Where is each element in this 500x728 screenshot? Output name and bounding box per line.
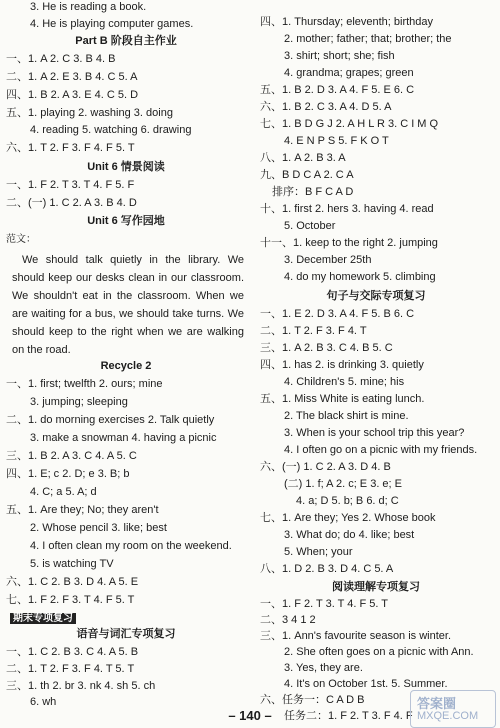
section-tag-label: 期末专项复习 [10, 613, 76, 624]
watermark-logo [410, 690, 496, 728]
answer-line: 二、(一) 1. C 2. A 3. B 4. D [6, 197, 137, 209]
section-heading: Recycle 2 [100, 360, 152, 372]
answer-line: 6. wh [30, 696, 57, 708]
answer-line: 2. Whose pencil 3. like; best [30, 522, 167, 534]
answer-line: 三、1. Ann's favourite season is winter. [260, 630, 452, 642]
answer-line: 4. I often go on a picnic with my friends. [284, 444, 478, 456]
answer-line: 四、1. Thursday; eleventh; birthday [260, 16, 434, 28]
answer-line: 二、1. T 2. F 3. F 4. T [260, 325, 367, 337]
section-heading: 句子与交际专项复习 [326, 290, 426, 302]
answer-line: 六、1. C 2. B 3. D 4. A 5. E [6, 576, 139, 588]
sample-label: 范文： [6, 234, 36, 245]
answer-line: 六、(一) 1. C 2. A 3. D 4. B [260, 461, 391, 473]
answer-line: 3. jumping; sleeping [30, 396, 128, 408]
answer-line: 一、1. F 2. T 3. T 4. F 5. F [6, 179, 135, 191]
watermark-line1: 答案圈 [417, 696, 457, 711]
answer-line: 九、B D C A 2. C A [260, 169, 354, 181]
answer-line: 七、1. Are they; Yes 2. Whose book [260, 512, 436, 524]
answer-line: 3. Yes, they are. [284, 662, 363, 674]
answer-line: 二、1. T 2. F 3. F 4. T 5. T [6, 663, 135, 675]
answer-line: 三、1. A 2. B 3. C 4. B 5. C [260, 342, 393, 354]
answer-line: 十、1. first 2. hers 3. having 4. read [260, 203, 434, 215]
page-number: – 140 – [228, 708, 272, 723]
section-heading: Unit 6 情景阅读 [87, 161, 165, 173]
answer-line: 一、1. F 2. T 3. T 4. F 5. T [260, 598, 388, 610]
answer-line: 二、1. A 2. E 3. B 4. C 5. A [6, 71, 138, 83]
answer-line: 一、1. E 2. D 3. A 4. F 5. B 6. C [260, 308, 415, 320]
answer-line: 五、1. playing 2. washing 3. doing [6, 107, 173, 119]
answer-line: 一、1. C 2. B 3. C 4. A 5. B [6, 646, 139, 658]
answer-line: 排序：B F C A D [272, 186, 354, 198]
section-heading: Unit 6 写作园地 [87, 215, 165, 227]
answer-line: 4. It's on October 1st. 5. Summer. [284, 678, 448, 690]
answer-line: (二) 1. f; A 2. c; E 3. e; E [284, 478, 402, 490]
answer-line: 3. What do; do 4. like; best [284, 529, 415, 541]
answer-line: 3. make a snowman 4. having a picnic [30, 432, 217, 444]
answer-line: 2. The black shirt is mine. [284, 410, 409, 422]
answer-line: 4. I often clean my room on the weekend. [30, 540, 232, 552]
answer-line: 七、1. B D G J 2. A H L R 3. C I M Q [260, 118, 439, 130]
answer-line: 3. He is reading a book. [30, 1, 147, 13]
answer-line: 2. She often goes on a picnic with Ann. [284, 646, 474, 658]
answer-line: 4. do my homework 5. climbing [284, 271, 436, 283]
sample-essay: We should talk quietly in the library. We should keep our desks clean in our classroom. We shouldn't eat in the classroom. When we are waiting for a bus, we should take turns. We should keep to the right when we are walking on the road. [12, 254, 244, 356]
answer-line: 八、1. A 2. B 3. A [260, 152, 346, 164]
answer-line: 2. mother; father; that; brother; the [284, 33, 452, 45]
answer-line: 4. E N P S 5. F K O T [284, 135, 389, 147]
answer-line: 5. October [284, 220, 336, 232]
answer-line: 五、1. Miss White is eating lunch. [260, 393, 425, 405]
answer-line: 任务二：1. F 2. T 3. F 4. F [284, 710, 413, 722]
watermark-line2: MXQE.COM [417, 710, 479, 722]
answer-line: 3. shirt; short; she; fish [284, 50, 395, 62]
answer-line: 二、1. do morning exercises 2. Talk quietly [6, 414, 215, 426]
answer-line: 六、1. B 2. C 3. A 4. D 5. A [260, 101, 392, 113]
answer-line: 一、1. A 2. C 3. B 4. B [6, 53, 116, 65]
answer-line: 二、3 4 1 2 [260, 614, 316, 626]
section-heading: Part B 阶段自主作业 [75, 35, 177, 47]
answer-line: 五、1. B 2. D 3. A 4. F 5. E 6. C [260, 84, 415, 96]
answer-line: 三、1. th 2. br 3. nk 4. sh 5. ch [6, 680, 156, 692]
answer-line: 六、任务一：C A D B [260, 694, 365, 706]
answer-line: 4. reading 5. watching 6. drawing [30, 124, 192, 136]
answer-line: 六、1. T 2. F 3. F 4. F 5. T [6, 142, 135, 154]
answer-line: 一、1. first; twelfth 2. ours; mine [6, 378, 163, 390]
answer-line: 5. When; your [284, 546, 353, 558]
section-heading: 语音与词汇专项复习 [76, 628, 176, 640]
answer-line: 4. a; D 5. b; B 6. d; C [296, 495, 399, 507]
answer-line: 四、1. has 2. is drinking 3. quietly [260, 359, 424, 371]
answer-line: 4. Children's 5. mine; his [284, 376, 405, 388]
answer-line: 4. C; a 5. A; d [30, 486, 97, 498]
answer-line: 四、1. B 2. A 3. E 4. C 5. D [6, 89, 139, 101]
answer-line: 四、1. E; c 2. D; e 3. B; b [6, 468, 130, 480]
answer-line: 七、1. F 2. F 3. T 4. F 5. T [6, 594, 135, 606]
answer-line: 五、1. Are they; No; they aren't [6, 504, 159, 516]
answer-line: 3. December 25th [284, 254, 372, 266]
answer-line: 3. When is your school trip this year? [284, 427, 465, 439]
answer-line: 十一、1. keep to the right 2. jumping [260, 237, 438, 249]
section-heading: 阅读理解专项复习 [332, 581, 420, 593]
answer-line: 三、1. B 2. A 3. C 4. A 5. C [6, 450, 137, 462]
answer-line: 4. grandma; grapes; green [284, 67, 414, 79]
answer-line: 5. is watching TV [30, 558, 114, 570]
section-tag [10, 612, 76, 625]
answer-line: 4. He is playing computer games. [30, 18, 194, 30]
answer-line: 八、1. D 2. B 3. D 4. C 5. A [260, 563, 394, 575]
